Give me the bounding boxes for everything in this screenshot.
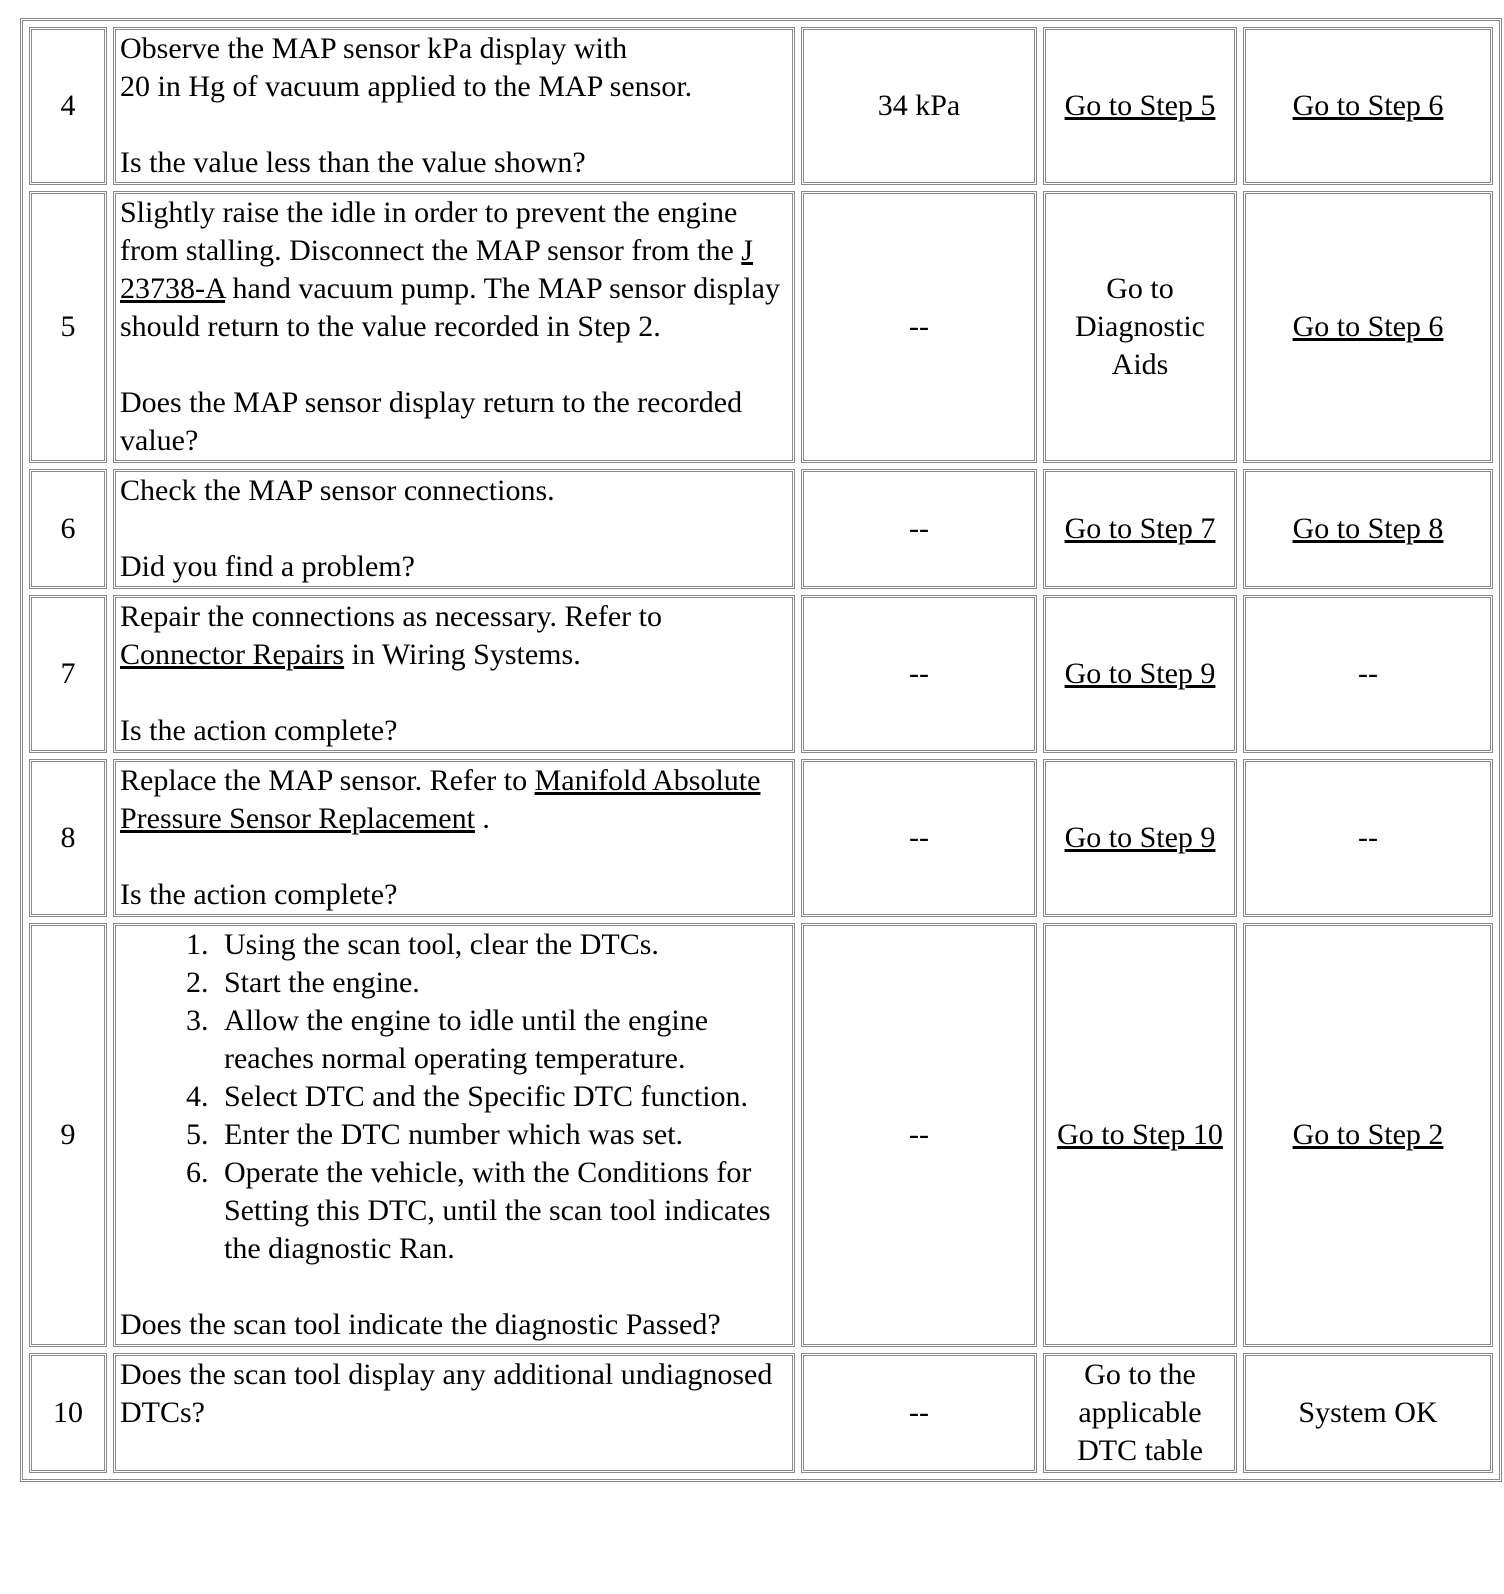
no-cell (1243, 469, 1493, 589)
action-cell (113, 469, 795, 589)
list-item: 3. Allow the engine to idle until the engine reaches normal operating temperature. (216, 1002, 788, 1078)
action-text: Observe the MAP sensor kPa display with (120, 32, 628, 65)
value-cell: -- (801, 759, 1037, 917)
value-cell: -- (801, 595, 1037, 753)
action-text: Repair the connections as necessary. Refer to Connector Repairs in Wiring Systems. (120, 600, 663, 671)
list-item: 1. Using the scan tool, clear the DTCs. (216, 926, 788, 964)
table-row (29, 191, 1493, 463)
step-number: 5 (29, 191, 107, 463)
go-to-step-link[interactable]: Go to Step 5 (1064, 89, 1216, 122)
yes-cell (1043, 595, 1237, 753)
question-text: Does the scan tool display any additional undiagnosed DTCs? (120, 1358, 773, 1429)
step-number: 7 (29, 595, 107, 753)
table-row (29, 595, 1493, 753)
action-cell (113, 1353, 795, 1473)
question-text: Is the action complete? (120, 714, 398, 747)
action-cell (113, 191, 795, 463)
step-number: 8 (29, 759, 107, 917)
yes-cell (1043, 469, 1237, 589)
action-cell (113, 759, 795, 917)
no-cell: -- (1243, 759, 1493, 917)
value-cell: -- (801, 1353, 1037, 1473)
step-number: 6 (29, 469, 107, 589)
table-row (29, 27, 1493, 185)
list-item: 4. Select DTC and the Specific DTC function. (216, 1078, 788, 1116)
value-cell: -- (801, 191, 1037, 463)
no-cell: -- (1243, 595, 1493, 753)
go-to-step-link[interactable]: Go to Step 2 (1292, 1118, 1444, 1151)
value-cell: -- (801, 469, 1037, 589)
action-cell (113, 27, 795, 185)
sensor-replacement-link[interactable]: Manifold Absolute Pressure Sensor Replacement (120, 764, 761, 835)
yes-cell (1043, 27, 1237, 185)
tool-link[interactable]: J 23738-A (120, 234, 753, 305)
step-number: 10 (29, 1353, 107, 1473)
action-text: Replace the MAP sensor. Refer to Manifold Absolute Pressure Sensor Replacement . (120, 764, 761, 835)
action-text: Slightly raise the idle in order to prevent the engine from stalling. Disconnect the MAP sensor from the J 23738-A hand vacuum pump. The MAP sensor display should return to the value recorded in Step 2. (120, 196, 780, 343)
no-cell (1243, 27, 1493, 185)
yes-cell (1043, 923, 1237, 1347)
question-text: Does the MAP sensor display return to the recorded value? (120, 386, 743, 457)
table-row (29, 469, 1493, 589)
go-to-step-link[interactable]: Go to Step 9 (1064, 657, 1216, 690)
diagnostic-table (20, 18, 1502, 1482)
question-text: Is the value less than the value shown? (120, 146, 586, 179)
yes-cell (1043, 759, 1237, 917)
action-cell (113, 595, 795, 753)
action-text: 20 in Hg of vacuum applied to the MAP sensor. (120, 70, 693, 103)
list-item: 6. Operate the vehicle, with the Conditions for Setting this DTC, until the scan tool indicates the diagnostic Ran. (216, 1154, 788, 1268)
action-cell (113, 923, 795, 1347)
value-cell: -- (801, 923, 1037, 1347)
step-number: 4 (29, 27, 107, 185)
no-cell (1243, 191, 1493, 463)
action-text: Check the MAP sensor connections. (120, 474, 555, 507)
go-to-step-link[interactable]: Go to Step 10 (1057, 1118, 1223, 1151)
value-cell: 34 kPa (801, 27, 1037, 185)
question-text: Did you find a problem? (120, 550, 415, 583)
step-number: 9 (29, 923, 107, 1347)
yes-cell: Go to Diagnostic Aids (1043, 191, 1237, 463)
yes-cell: Go to the applicable DTC table (1043, 1353, 1237, 1473)
table-row (29, 759, 1493, 917)
go-to-step-link[interactable]: Go to Step 6 (1292, 89, 1444, 122)
go-to-step-link[interactable]: Go to Step 8 (1292, 512, 1444, 545)
question-text: Does the scan tool indicate the diagnostic Passed? (120, 1308, 721, 1341)
go-to-step-link[interactable]: Go to Step 6 (1292, 310, 1444, 343)
table-row (29, 923, 1493, 1347)
connector-repairs-link[interactable]: Connector Repairs (120, 638, 345, 671)
go-to-step-link[interactable]: Go to Step 9 (1064, 821, 1216, 854)
question-text: Is the action complete? (120, 878, 398, 911)
list-item: 2. Start the engine. (216, 964, 788, 1002)
procedure-list (120, 926, 788, 1268)
go-to-step-link[interactable]: Go to Step 7 (1064, 512, 1216, 545)
list-item: 5. Enter the DTC number which was set. (216, 1116, 788, 1154)
no-cell: System OK (1243, 1353, 1493, 1473)
no-cell (1243, 923, 1493, 1347)
table-row (29, 1353, 1493, 1473)
